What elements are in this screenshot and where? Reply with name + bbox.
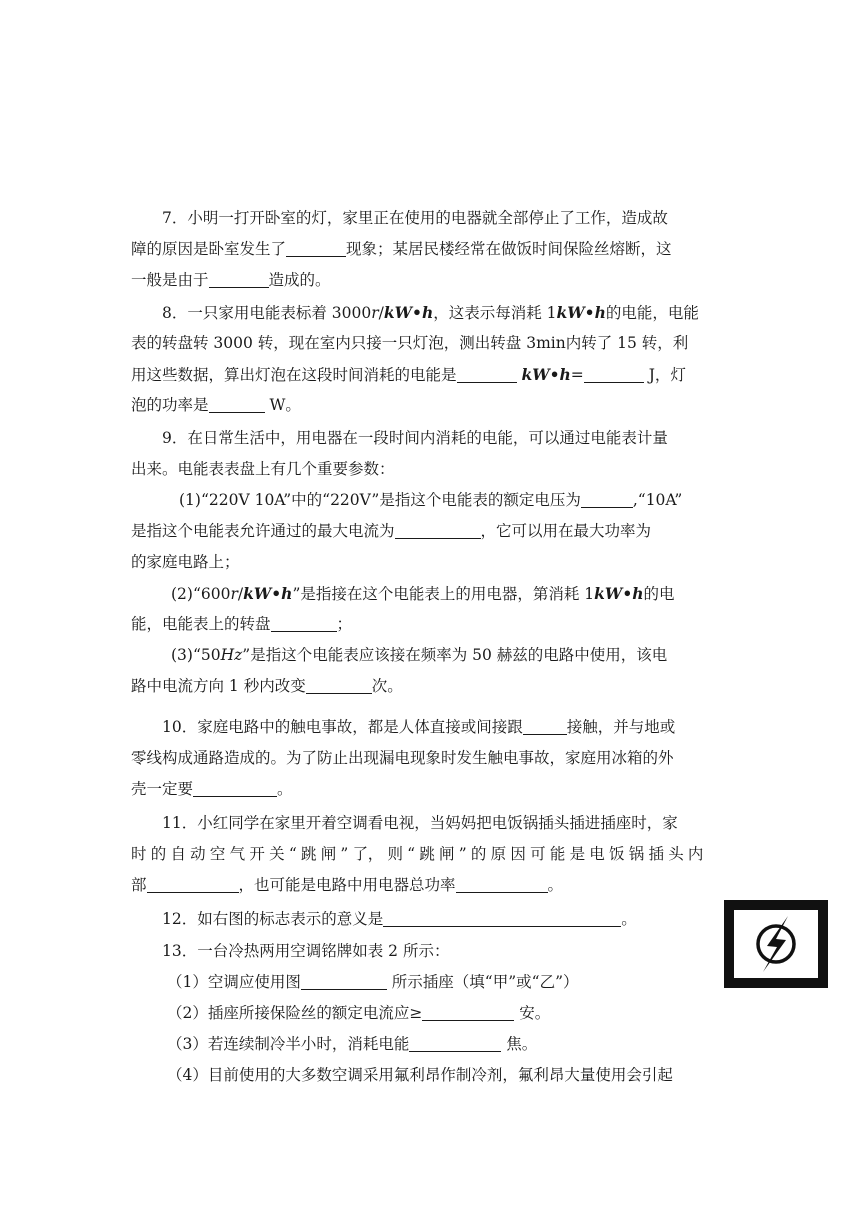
question-10 (131, 712, 731, 805)
q9-part-1-line-1 (131, 485, 731, 516)
q7-line-2 (131, 234, 731, 265)
q13-text: （2）插座所接保险丝的额定电流应≥ (167, 1004, 423, 1022)
unit-r: r (371, 304, 379, 322)
q13-text: （1）空调应使用图 (167, 973, 301, 991)
q12-text: 。 (621, 910, 637, 928)
answer-blank[interactable] (209, 269, 269, 288)
q11-text: 部 (131, 876, 147, 894)
q9-part-1-line-3: 的家庭电路上； (131, 553, 240, 571)
q9-text: ”是指接在这个电能表上的用电器，第消耗 1 (292, 585, 595, 603)
q9-text: 次。 (371, 677, 403, 695)
answer-blank[interactable] (395, 520, 481, 539)
q9-part-3-line-2 (131, 671, 731, 702)
q8-text: 的电能，电能 (605, 304, 699, 322)
q13-sub-1 (131, 967, 731, 998)
q7-text: 造成的。 (268, 271, 331, 289)
q8-text: ，这表示每消耗 1 (433, 304, 557, 322)
answer-blank[interactable] (209, 394, 265, 413)
q13-sub-4: （4）目前使用的大多数空调采用氟利昂作制冷剂，氟利昂大量使用会引起 (167, 1066, 673, 1084)
unit-min: min (536, 334, 566, 352)
q8-text: 用这些数据，算出灯泡在这段时间消耗的电能是 (131, 366, 457, 384)
q10-line-1 (131, 712, 731, 743)
q11-text: ，也可能是电路中用电器总功率 (238, 876, 456, 894)
q9-part-2-line-1 (131, 578, 731, 609)
sign-frame (734, 910, 818, 978)
question-12 (131, 904, 731, 935)
answer-blank[interactable] (147, 874, 239, 893)
unit-hz: Hz (220, 646, 243, 664)
q9-line-2: 出来。电能表表盘上有几个重要参数： (131, 460, 395, 478)
unit-kwh: kW•h (594, 584, 644, 603)
q9-text: ； (336, 615, 353, 633)
q12-line-1 (131, 904, 731, 935)
question-9 (131, 423, 731, 702)
q8-line-3 (131, 359, 731, 390)
answer-blank[interactable] (193, 778, 277, 797)
q13-sub-3 (131, 1029, 731, 1060)
q10-line-3 (131, 774, 731, 805)
q7-line-3 (131, 265, 731, 296)
q9-part-3-line-1 (131, 640, 731, 671)
q13-sub-2 (131, 998, 731, 1029)
question-11 (131, 808, 731, 901)
q9-text: ”是指这个电能表应该接在频率为 50 赫兹的电路中使用，该电 (242, 646, 668, 664)
q8-text: J，灯 (643, 366, 686, 384)
unit-slash: / (378, 304, 384, 322)
q10-text: 壳一定要 (131, 780, 194, 798)
answer-blank[interactable] (409, 1033, 501, 1052)
q9-text: (2)“600 (171, 585, 231, 603)
answer-blank[interactable] (271, 613, 337, 632)
q10-text: 接触，并与地或 (566, 718, 676, 736)
q8-line-1 (131, 297, 731, 328)
q9-part-2-line-2 (131, 609, 731, 640)
q7-text: 现象；某居民楼经常在做饭时间保险丝熔断，这 (346, 240, 672, 258)
answer-blank[interactable] (383, 908, 621, 927)
q8-line-4 (131, 390, 731, 421)
q11-line-2: 时 的 自 动 空 气 开 关 “ 跳 闸 ” 了， 则 “ 跳 闸 ” 的 原 因 可 能 是 电 饭 锅 插 头 内 (131, 845, 704, 863)
q11-line-3 (131, 870, 731, 901)
q9-text: 的电 (643, 585, 675, 603)
unit-kwh: kW•h (243, 584, 293, 603)
unit-r: r (230, 585, 238, 603)
high-voltage-sign (724, 900, 828, 988)
answer-blank[interactable] (301, 971, 387, 990)
q9-text: ，它可以用在最大功率为 (480, 522, 652, 540)
q9-text: (3)“50 (171, 646, 221, 664)
q9-line-1: 9．在日常生活中，用电器在一段时间内消耗的电能，可以通过电能表计量 (162, 429, 668, 447)
q7-text: 障的原因是卧室发生了 (131, 240, 287, 258)
q13-text: 焦。 (501, 1035, 538, 1053)
q7-text: 一般是由于 (131, 271, 209, 289)
q9-text: 能，电能表上的转盘 (131, 615, 271, 633)
answer-blank[interactable] (581, 489, 633, 508)
q9-text: ,“10A” (632, 491, 683, 509)
question-8 (131, 297, 731, 421)
q9-text: (1)“220V 10A”中的“220V”是指这个电能表的额定电压为 (179, 491, 581, 509)
q8-text: 泡的功率是 (131, 396, 209, 414)
high-voltage-lightning-icon (734, 910, 818, 978)
q13-line-1: 13．一台冷热两用空调铭牌如表 2 所示： (162, 942, 450, 960)
q13-text: （3）若连续制冷半小时，消耗电能 (167, 1035, 410, 1053)
q7-line-1: 7．小明一打开卧室的灯，家里正在使用的电器就全部停止了工作，造成故 (162, 209, 668, 227)
unit-slash: / (237, 585, 244, 603)
unit-kwh: kW•h (556, 303, 606, 322)
answer-blank[interactable] (457, 364, 517, 383)
q11-line-1: 11．小红同学在家里开着空调看电视，当妈妈把电饭锅插头插进插座时，家 (162, 814, 678, 832)
answer-blank[interactable] (456, 874, 548, 893)
q10-line-2: 零线构成通路造成的。为了防止出现漏电现象时发生触电事故，家庭用冰箱的外 (131, 749, 674, 767)
q8-text: 内转了 15 转，利 (565, 334, 689, 352)
q11-text: 。 (547, 876, 564, 894)
answer-blank[interactable] (523, 716, 567, 735)
q10-text: 。 (277, 780, 293, 798)
q9-part-1-line-2 (131, 516, 731, 547)
q13-text: 安。 (514, 1004, 551, 1022)
unit-kwh: kW•h (521, 365, 571, 384)
q8-text: = (570, 366, 584, 384)
answer-blank[interactable] (286, 238, 346, 257)
q9-text: 是指这个电能表允许通过的最大电流为 (131, 522, 395, 540)
question-13 (131, 936, 731, 1091)
answer-blank[interactable] (306, 675, 372, 694)
q8-text: W。 (264, 396, 301, 414)
q9-text: 路中电流方向 1 秒内改变 (131, 677, 306, 695)
q8-text: 8．一只家用电能表标着 3000 (162, 304, 372, 322)
q12-text: 12．如右图的标志表示的意义是 (162, 910, 384, 928)
q13-text: 所示插座（填“甲”或“乙”） (386, 973, 579, 991)
q8-text: 表的转盘转 3000 转，现在室内只接一只灯泡，测出转盘 3 (131, 334, 537, 352)
unit-kwh: kW•h (383, 303, 434, 322)
answer-blank[interactable] (584, 364, 644, 383)
question-7 (131, 203, 731, 296)
q10-text: 10．家庭电路中的触电事故，都是人体直接或间接跟 (162, 718, 523, 736)
q8-line-2 (131, 328, 731, 359)
answer-blank[interactable] (422, 1002, 514, 1021)
